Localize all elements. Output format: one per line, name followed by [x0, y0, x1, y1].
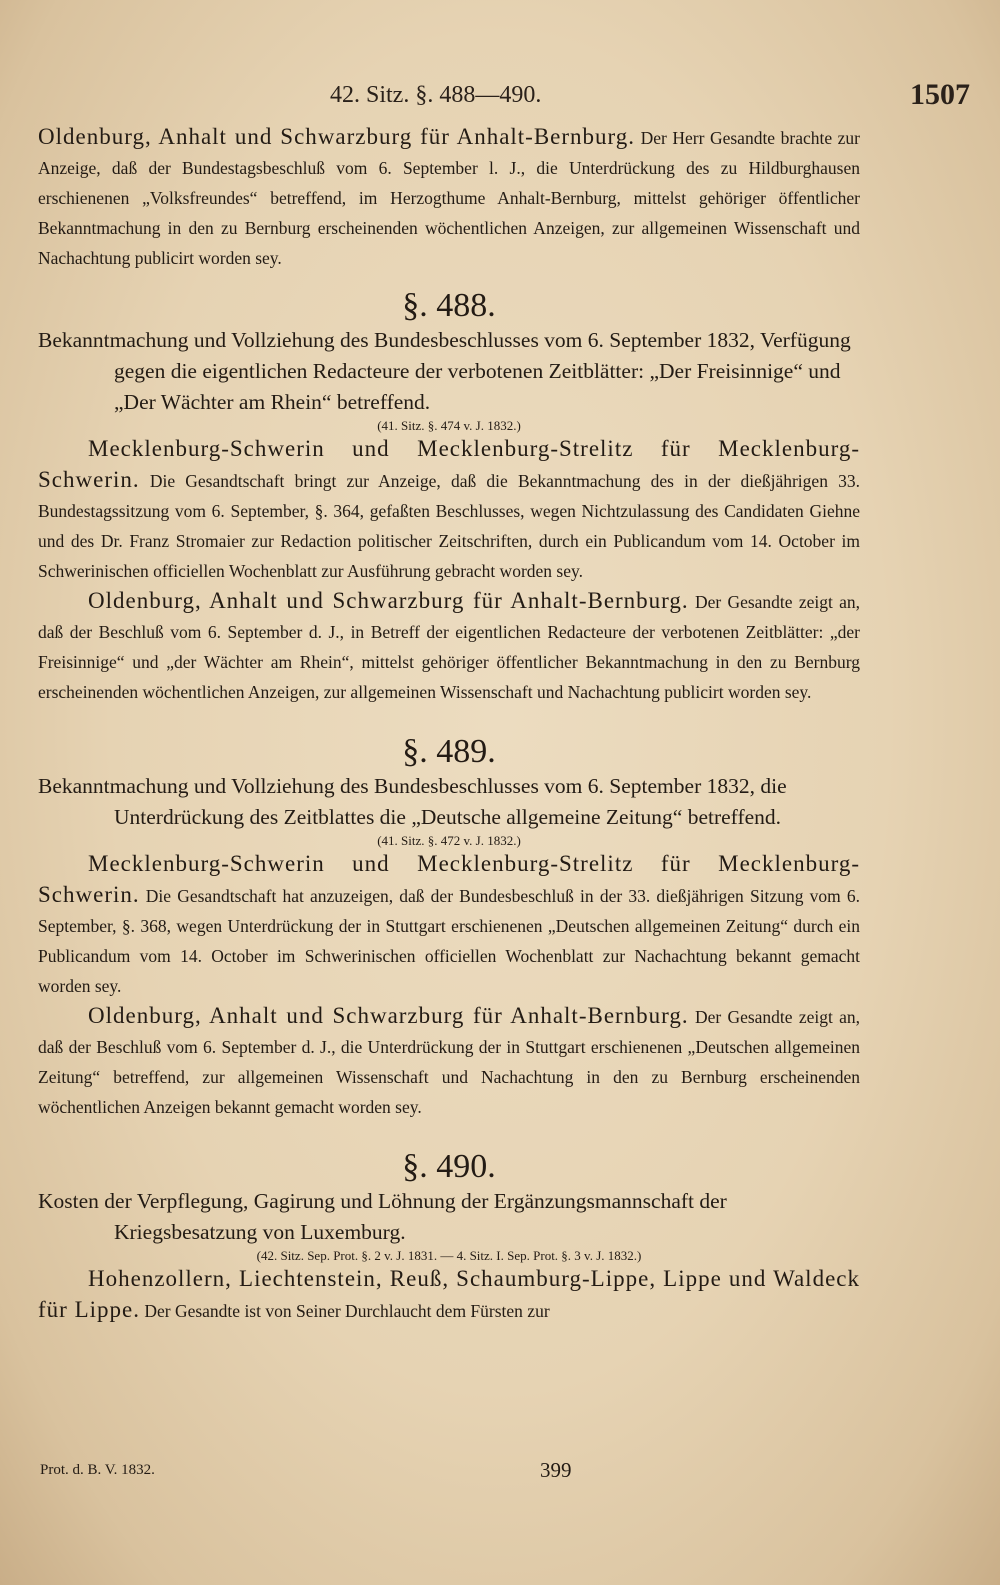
paragraph-body: Die Gesandtschaft hat anzuzeigen, daß der Bundesbeschluß in der 33. dießjährigen Sitzung vom 6. September, §. 368, wegen Unterdrückung der in Stuttgart erschienenen „Deutschen allgemeinen Zeitung“ durch ein Publicandum vom 14. October im Schwerinischen officiellen Wochenblatt zur Nachachtung bekannt gemacht worden sey.	[38, 886, 860, 996]
page-header	[40, 76, 970, 116]
paragraph-body: Der Gesandte zeigt an, daß der Beschluß vom 6. September d. J., in Betreff der eigentlichen Redacteure der verbotenen Zeitblätter: „der Freisinnige“ und „der Wächter am Rhein“, mittelst gehöriger öffentlicher Bekanntmachung in den zu Bernburg erscheinenden wöchentlichen Anzeigen, zur allgemeinen Wissenschaft und Nachachtung publicirt worden sey.	[38, 592, 860, 702]
paragraph-body: Der Herr Gesandte brachte zur Anzeige, daß der Bundestagsbeschluß vom 6. September l. J., die Unterdrückung des zu Hildburghausen erschienenen „Volksfreundes“ betreffend, im Herzogthume Anhalt-Bernburg, mittelst gehöriger öffentlicher Bekanntmachung in den zu Bernburg erscheinenden wöchentlichen Anzeigen, zur allgemeinen Wissenschaft und Nachachtung publicirt worden sey.	[38, 128, 860, 268]
paragraph-lead: Oldenburg, Anhalt und Schwarzburg für Anhalt-Bernburg.	[38, 124, 636, 149]
paragraph-489-1	[38, 849, 860, 1001]
signature-mark: Prot. d. B. V. 1832.	[40, 1462, 155, 1478]
section-heading-490: §. 490.	[402, 1148, 496, 1185]
body-text	[38, 122, 860, 1326]
section-heading-489: §. 489.	[402, 733, 496, 770]
paragraph-490-1	[38, 1264, 860, 1326]
section-reference-488: (41. Sitz. §. 474 v. J. 1832.)	[377, 418, 521, 433]
page-number: 1507	[910, 78, 970, 111]
section-heading-488: §. 488.	[402, 287, 496, 324]
paragraph-488-2	[38, 586, 860, 707]
paragraph-488-1	[38, 434, 860, 586]
section-title-490: Kosten der Verpflegung, Gagirung und Löhnung der Ergänzungsmannschaft der Kriegsbesatzung von Luxemburg.	[38, 1189, 727, 1244]
paragraph-lead: Hohenzollern, Liechtenstein, Reuß, Schaumburg-Lippe, Lippe und Waldeck für Lippe.	[38, 1266, 860, 1322]
paragraph-body: Die Gesandtschaft bringt zur Anzeige, daß die Bekanntmachung des in der dießjährigen 33. Bundestagssitzung vom 6. September, §. 364, gefaßten Beschlusses, wegen Nichtzulassung des Candidaten Giehne und des Dr. Franz Stromaier zur Redaction politischer Zeitschriften, durch ein Publicandum vom 14. October im Schwerinischen officiellen Wochenblatt zur Ausführung gebracht worden sey.	[38, 471, 860, 581]
section-title-488: Bekanntmachung und Vollziehung des Bundesbeschlusses vom 6. September 1832, Verfügung gegen die eigentlichen Redacteure der verbotenen Zeitblätter: „Der Freisinnige“ und „Der Wächter am Rhein“ betreffend.	[38, 328, 851, 414]
section-reference-489: (41. Sitz. §. 472 v. J. 1832.)	[377, 833, 521, 848]
paragraph-lead: Mecklenburg-Schwerin und Mecklenburg-Strelitz für Mecklenburg-Schwerin.	[38, 436, 860, 492]
section-title-489: Bekanntmachung und Vollziehung des Bundesbeschlusses vom 6. September 1832, die Unterdrückung des Zeitblattes die „Deutsche allgemeine Zeitung“ betreffend.	[38, 774, 787, 829]
paragraph-lead: Oldenburg, Anhalt und Schwarzburg für Anhalt-Bernburg.	[88, 588, 689, 613]
running-title: 42. Sitz. §. 488—490.	[330, 82, 542, 108]
paragraph-489-2	[38, 1001, 860, 1122]
paragraph-p0	[38, 122, 860, 273]
paragraph-body: Der Gesandte zeigt an, daß der Beschluß vom 6. September d. J., die Unterdrückung der in Stuttgart erschienenen „Deutschen allgemeinen Zeitung“ betreffend, zur allgemeinen Wissenschaft und Nachachtung in den zu Bernburg erscheinenden wöchentlichen Anzeigen bekannt gemacht worden sey.	[38, 1007, 860, 1117]
paragraph-lead: Mecklenburg-Schwerin und Mecklenburg-Strelitz für Mecklenburg-Schwerin.	[38, 851, 860, 907]
section-reference-490: (42. Sitz. Sep. Prot. §. 2 v. J. 1831. — 4. Sitz. I. Sep. Prot. §. 3 v. J. 1832.)	[256, 1248, 642, 1263]
paragraph-lead: Oldenburg, Anhalt und Schwarzburg für Anhalt-Bernburg.	[88, 1003, 689, 1028]
paragraph-body: Der Gesandte ist von Seiner Durchlaucht dem Fürsten zur	[144, 1301, 550, 1321]
sheet-number: 399	[540, 1458, 572, 1482]
